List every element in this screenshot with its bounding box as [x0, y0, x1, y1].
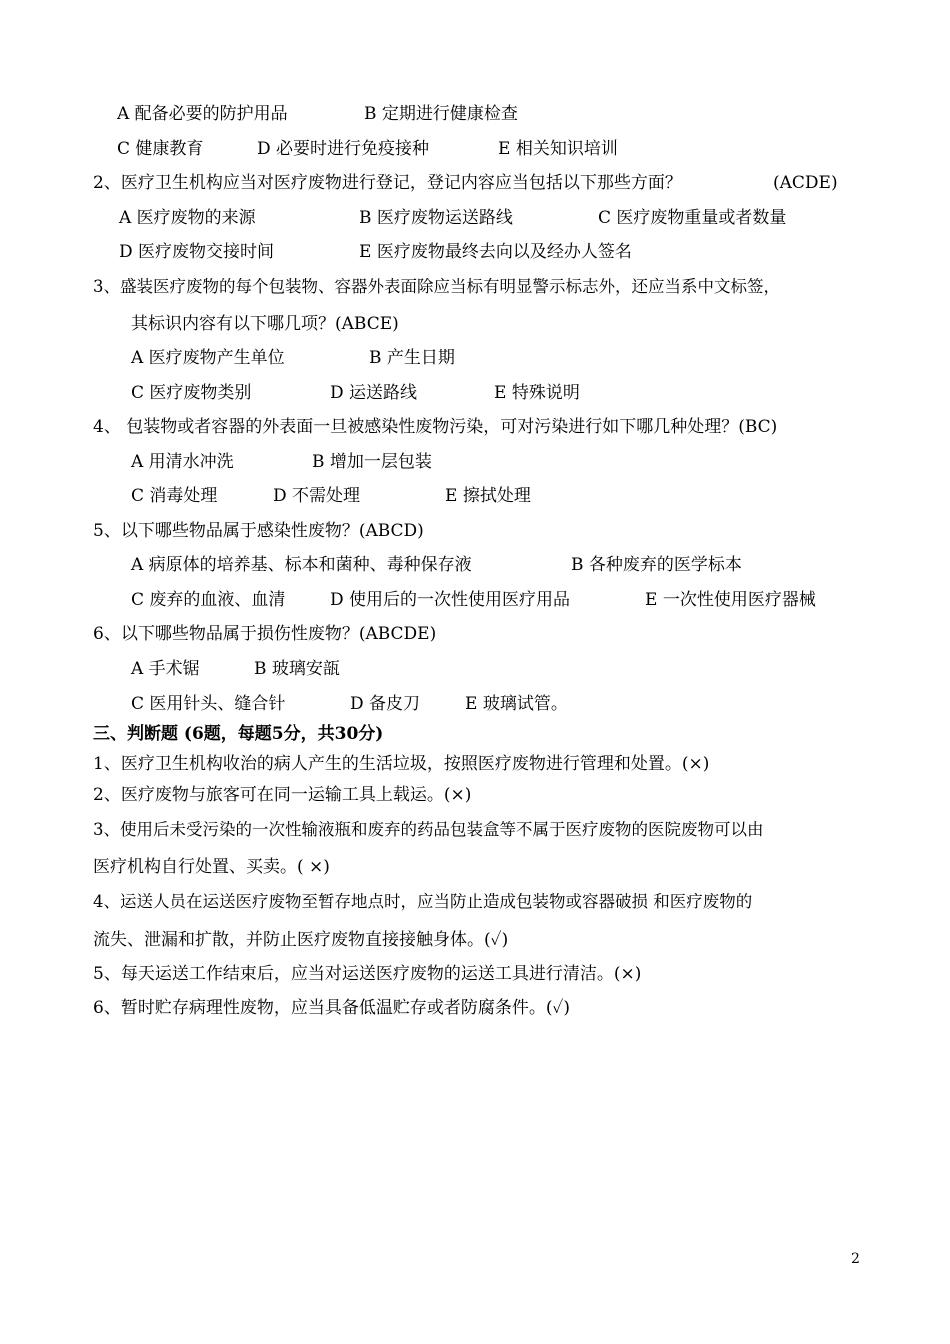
- option-e: E 医疗废物最终去向以及经办人签名: [359, 242, 632, 262]
- option-d: D 医疗废物交接时间: [119, 242, 275, 262]
- option-a: A 医疗废物的来源: [119, 208, 256, 228]
- option-a: A 医疗废物产生单位: [131, 348, 285, 368]
- option-c: C 医疗废物重量或者数量: [598, 208, 787, 228]
- option-e: E 一次性使用医疗器械: [645, 590, 816, 610]
- option-e: E 擦拭处理: [445, 486, 531, 506]
- option-b: B 产生日期: [369, 348, 455, 368]
- option-c: C 健康教育: [117, 139, 204, 159]
- option-b: B 玻璃安瓿: [254, 659, 340, 679]
- option-d: D 使用后的一次性使用医疗用品: [330, 590, 571, 610]
- option-a: A 用清水冲洗: [131, 452, 234, 472]
- question-text: 5、以下哪些物品属于感染性废物？(ABCD): [93, 521, 424, 541]
- section-title: 三、判断题 (6题，每题5分，共30分): [93, 724, 384, 744]
- option-d: D 必要时进行免疫接种: [257, 139, 430, 159]
- option-a: A 病原体的培养基、标本和菌种、毒种保存液: [131, 555, 472, 575]
- option-e: E 特殊说明: [494, 383, 580, 403]
- option-b: B 增加一层包装: [312, 452, 432, 472]
- option-c: C 消毒处理: [131, 486, 218, 506]
- question-text: 6、以下哪些物品属于损伤性废物？(ABCDE): [93, 624, 437, 644]
- question-text: 1、医疗卫生机构收治的病人产生的生活垃圾，按照医疗废物进行管理和处置。(×): [93, 754, 710, 774]
- question-text: 3、盛装医疗废物的每个包装物、容器外表面除应当标有明显警示标志外，还应当系中文标签，: [93, 277, 780, 296]
- option-b: B 医疗废物运送路线: [359, 208, 513, 228]
- question-text: 5、每天运送工作结束后，应当对运送医疗废物的运送工具进行清洁。(×): [93, 964, 642, 984]
- question-text: 3、使用后未受污染的一次性输液瓶和废弃的药品包装盒等不属于医疗废物的医院废物可以由: [93, 820, 764, 839]
- option-e: E 相关知识培训: [498, 139, 618, 159]
- question-text: 2、医疗废物与旅客可在同一运输工具上载运。(×): [93, 785, 472, 805]
- option-b: B 各种废弃的医学标本: [571, 555, 742, 575]
- question-text: 4、运送人员在运送医疗废物至暂存地点时，应当防止造成包装物或容器破损 和医疗废物的: [93, 892, 753, 911]
- option-c: C 医疗废物类别: [131, 383, 252, 403]
- option-e: E 玻璃试管。: [465, 694, 568, 714]
- question-text: 其标识内容有以下哪几项？(ABCE): [131, 314, 399, 334]
- question-text: 2、医疗卫生机构应当对医疗废物进行登记，登记内容应当包括以下那些方面？: [93, 173, 682, 193]
- page-number: 2: [851, 1251, 860, 1267]
- option-a: A 配备必要的防护用品: [117, 104, 288, 124]
- option-d: D 不需处理: [273, 486, 361, 506]
- option-c: C 废弃的血液、血清: [131, 590, 286, 610]
- question-text: 医疗机构自行处置、买卖。( ×): [93, 857, 330, 877]
- option-d: D 运送路线: [330, 383, 418, 403]
- question-answer: (ACDE): [773, 173, 838, 193]
- option-c: C 医用针头、缝合针: [131, 694, 286, 714]
- question-text: 流失、泄漏和扩散，并防止医疗废物直接接触身体。(✓): [93, 930, 509, 950]
- question-text: 4、 包装物或者容器的外表面一旦被感染性废物污染，可对污染进行如下哪几种处理？(BC): [93, 417, 778, 437]
- option-b: B 定期进行健康检查: [364, 104, 518, 124]
- option-d: D 备皮刀: [350, 694, 421, 714]
- option-a: A 手术锯: [131, 659, 200, 679]
- question-text: 6、暂时贮存病理性废物，应当具备低温贮存或者防腐条件。(✓): [93, 998, 571, 1018]
